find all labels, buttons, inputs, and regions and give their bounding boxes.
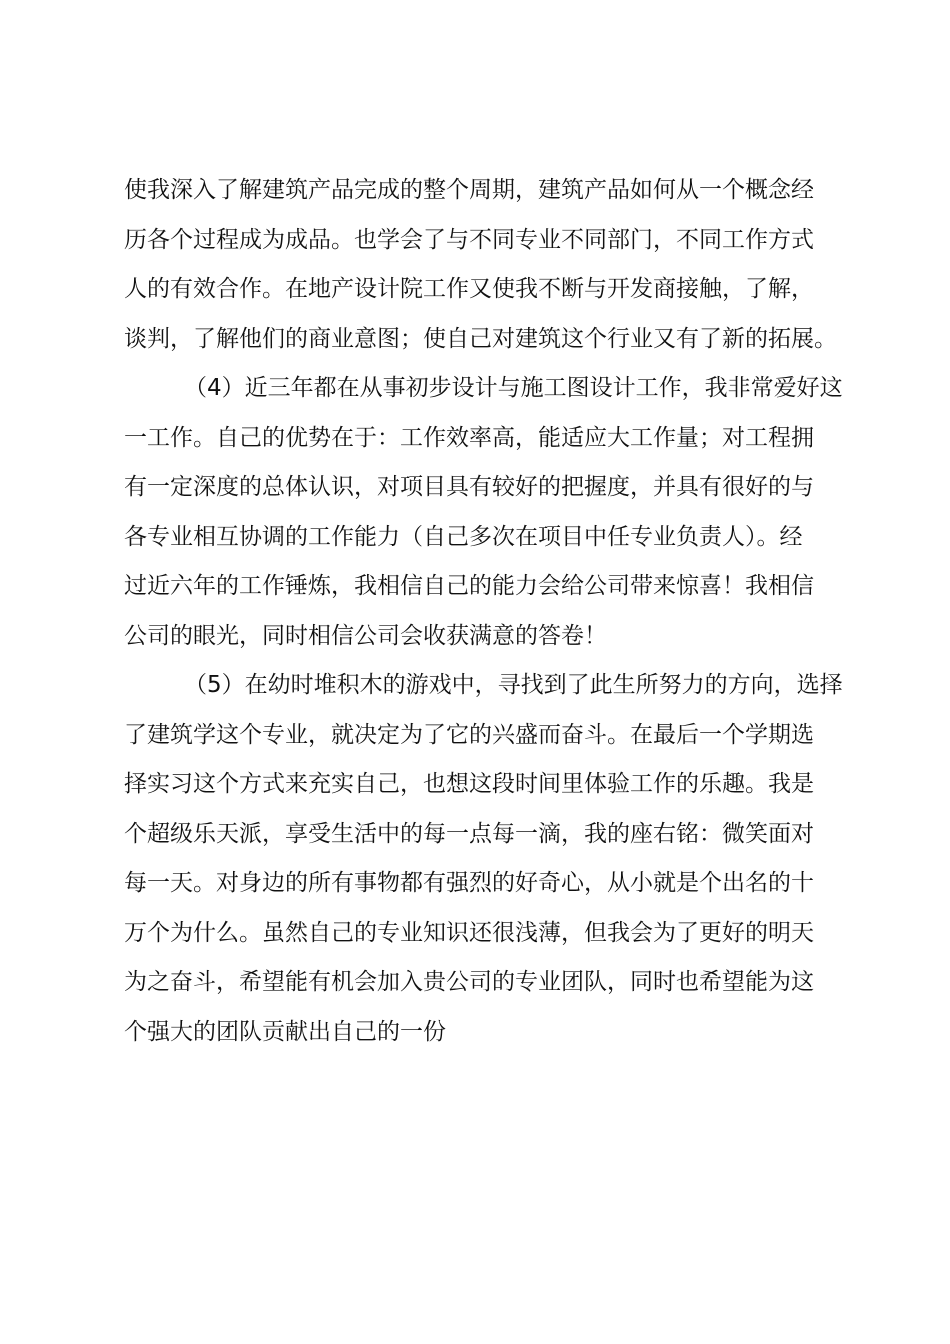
paragraph-3-line-7: 为之奋斗，希望能有机会加入贵公司的专业团队，同时也希望能为这 [124,969,814,995]
paragraph-2-line-1: （4）近三年都在从事初步设计与施工图设计工作，我非常爱好这 [184,375,843,401]
paragraph-2-line-5: 过近六年的工作锤炼，我相信自己的能力会给公司带来惊喜！我相信 [124,573,814,599]
paragraph-3-line-4: 个超级乐天派，享受生活中的每一点每一滴，我的座右铭：微笑面对 [124,820,814,847]
paragraph-2-line-3: 有一定深度的总体认识，对项目具有较好的把握度，并具有很好的与 [124,474,814,500]
paragraph-2-line-4: 各专业相互协调的工作能力（自己多次在项目中任专业负责人）。经 [124,523,803,550]
paragraph-2-line-6: 公司的眼光，同时相信公司会收获满意的答卷！ [124,622,607,649]
paragraph-3-line-3: 择实习这个方式来充实自己，也想这段时间里体验工作的乐趣。我是 [124,771,814,797]
paragraph-1-line-2: 历各个过程成为成品。也学会了与不同专业不同部门，不同工作方式 [124,226,814,253]
paragraph-1-line-4: 谈判，了解他们的商业意图；使自己对建筑这个行业又有了新的拓展。 [124,325,837,352]
paragraph-1-line-3: 人的有效合作。在地产设计院工作又使我不断与开发商接触，了解， [124,276,814,302]
paragraph-2-line-2: 一工作。自己的优势在于：工作效率高，能适应大工作量；对工程拥 [124,424,814,451]
paragraph-1-line-1: 使我深入了解建筑产品完成的整个周期，建筑产品如何从一个概念经 [124,177,814,203]
paragraph-3-line-5: 每一天。对身边的所有事物都有强烈的好奇心，从小就是个出名的十 [124,870,814,896]
paragraph-3-line-2: 了建筑学这个专业，就决定为了它的兴盛而奋斗。在最后一个学期选 [124,721,814,748]
document-body [124,166,844,1057]
paragraph-3-line-8: 个强大的团队贡献出自己的一份 [124,1018,446,1045]
paragraph-3-line-6: 万个为什么。虽然自己的专业知识还很浅薄，但我会为了更好的明天 [124,919,814,946]
paragraph-3-line-1: （5）在幼时堆积木的游戏中，寻找到了此生所努力的方向，选择 [184,672,843,698]
